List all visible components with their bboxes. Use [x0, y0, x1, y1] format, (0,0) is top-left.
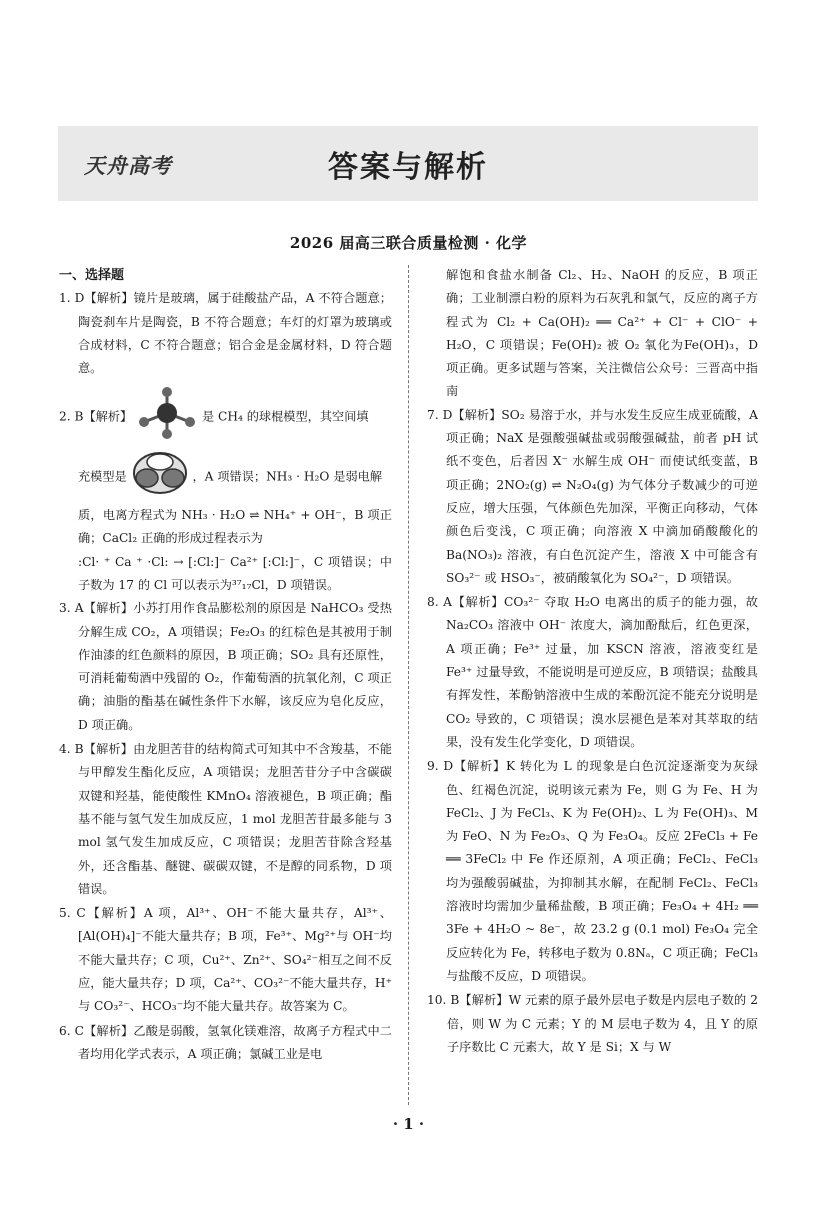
left-column: [59, 264, 392, 1067]
answer-6: 6. C【解析】乙酸是弱酸，氢氧化镁难溶，故离子方程式中二者均用化学式表示，A 项正确；氯碱工业是电: [59, 1023, 392, 1061]
answer-3: 3. A【解析】小苏打用作食品膨松剂的原因是 NaHCO₃ 受热分解生成 CO₂，A 项错误；Fe₂O₃ 的红棕色是其被用于制作油漆的红色颜料的原因，B 项正确；SO₂ 具有还原性，可消耗葡萄酒中残留的 O₂，作葡萄酒的抗氧化剂，C 项正确；油脂的酯基在碱性条件下水解，该反应为皂化反应，D 项正确。: [59, 601, 392, 732]
answer-2: [59, 386, 392, 448]
answer-2-text-3: ，A 项错误；NH₃ · H₂O 是弱电解: [192, 469, 383, 484]
answer-2-text-4: 质，电离方程式为 NH₃ · H₂O ⇌ NH₄⁺ + OH⁻，B 项正确；CaCl₂ 正确的形成过程表示为: [78, 508, 392, 546]
ball-stick-model-icon: [136, 386, 198, 448]
answer-6-continued: 解饱和食盐水制备 Cl₂、H₂、NaOH 的反应，B 项正确；工业制漂白粉的原料为石灰乳和氯气，反应的离子方程式为 Cl₂ + Ca(OH)₂ ══ Ca²⁺ + Cl⁻ + ClO⁻ + H₂O，C 项错误；Fe(OH)₂ 被 O₂ 氧化为Fe(OH)₃，D 项正确。更多试题与答案，关注微信公众号：三晋高中指南: [446, 268, 758, 399]
right-column: [427, 264, 758, 1060]
space-filling-model-icon: [131, 450, 189, 504]
answer-10: 10. B【解析】W 元素的原子最外层电子数是内层电子数的 2 倍，则 W 为 C 元素；Y 的 M 层电子数为 4，且 Y 的原子序数比 C 元素大，故 Y 是 Si；X 与 W: [427, 993, 758, 1054]
page-number: · 1 ·: [392, 1115, 425, 1133]
answer-2-text-2: 充模型是: [78, 469, 127, 484]
section-heading: 一、选择题: [59, 268, 125, 283]
answer-7: 7. D【解析】SO₂ 易溶于水，并与水发生反应生成亚硫酸，A 项正确；NaX 是强酸强碱盐或弱酸强碱盐，前者 pH 试纸不变色，后者因 X⁻ 水解生成 OH⁻ 而使试纸变蓝，B 项正确；2NO₂(g) ⇌ N₂O₄(g) 为气体分子数减少的可逆反应，增大压强，气体颜色先加深，平衡正向移动，气体颜色后变浅，C 项正确；向溶液 X 中滴加硝酸酸化的 Ba(NO₃)₂ 溶液，有白色沉淀产生，溶液 X 中可能含有 SO₃²⁻ 或 HSO₃⁻，被硝酸氧化为 SO₄²⁻，D 项错误。: [427, 407, 758, 585]
answer-1: 1. D【解析】镜片是玻璃，属于硅酸盐产品，A 不符合题意；陶瓷刹车片是陶瓷，B 不符合题意；车灯的灯罩为玻璃或合成材料，C 不符合题意；铝合金是金属材料，D 符合题意。: [59, 291, 392, 376]
answer-8: 8. A【解析】CO₃²⁻ 夺取 H₂O 电离出的质子的能力强，故 Na₂CO₃ 溶液中 OH⁻ 浓度大，滴加酚酞后，红色更深，A 项正确；Fe³⁺ 过量，加 KSCN 溶液，溶液变红是 Fe³⁺ 过量导致，不能说明是可逆反应，B 项错误；盐酸具有挥发性，苯酚钠溶液中生成的苯酚沉淀不能充分说明是 CO₂ 导致的，C 项错误；溴水层褪色是苯对其萃取的结果，没有发生化学变化，D 项错误。: [427, 595, 758, 749]
column-divider: [408, 265, 409, 1105]
answer-2-lead: 2. B【解析】: [59, 410, 133, 425]
banner-title: 答案与解析: [328, 150, 488, 185]
answer-2-fill-model-line: [59, 450, 392, 504]
document-title: 2026 届高三联合质量检测 · 化学: [289, 234, 528, 252]
answer-4: 4. B【解析】由龙胆苦苷的结构简式可知其中不含羧基，不能与甲醇发生酯化反应，A 项错误；龙胆苦苷分子中含碳碳双键和羟基，能使酸性 KMnO₄ 溶液褪色，B 项正确；酯基不能与氢气发生加成反应，1 mol 龙胆苦苷最多能与 3 mol 氢气发生加成反应，C 项错误；龙胆苦苷除含羟基外，还含酯基、醚键、碳碳双键，不是醇的同系物，D 项错误。: [59, 742, 392, 896]
answer-2-text-1: 是 CH₄ 的球棍模型，其空间填: [201, 410, 369, 425]
header-banner: [58, 126, 758, 201]
answer-5: 5. C【解析】A 项，Al³⁺、OH⁻不能大量共存，Al³⁺、[Al(OH)₄]⁻不能大量共存；B 项，Fe³⁺、Mg²⁺与 OH⁻均不能大量共存；C 项，Cu²⁺、Zn²⁺、SO₄²⁻相互之间不反应，能大量共存；D 项，Ca²⁺、CO₃²⁻不能大量共存，H⁺与 CO₃²⁻、HCO₃⁻均不能大量共存。故答案为 C。: [59, 906, 392, 1014]
brand-logo: 天舟高考: [84, 154, 172, 178]
answer-9: 9. D【解析】K 转化为 L 的现象是白色沉淀逐渐变为灰绿色、红褐色沉淀，说明该元素为 Fe，则 G 为 Fe、H 为 FeCl₂、J 为 FeCl₃、K 为 Fe(OH)₂、L 为 Fe(OH)₃、M 为 FeO、N 为 Fe₂O₃、Q 为 Fe₃O₄。反应 2FeCl₃ + Fe ══ 3FeCl₂ 中 Fe 作还原剂，A 项正确；FeCl₂、FeCl₃ 均为强酸弱碱盐，为抑制其水解，在配制 FeCl₂、FeCl₃ 溶液时均需加少量稀盐酸，B 项正确；Fe₃O₄ + 4H₂ ══ 3Fe + 4H₂O ~ 8e⁻，故 23.2 g (0.1 mol) Fe₃O₄ 完全反应转化为 Fe，转移电子数为 0.8Nₐ，C 项正确；FeCl₃ 与盐酸不反应，D 项错误。: [427, 759, 758, 983]
answer-2-text-5: :Cl· ⁺ Ca ⁺ ·Cl: → [:Cl:]⁻ Ca²⁺ [:Cl:]⁻，C 项错误；中子数为 17 的 Cl 可以表示为³⁷₁₇Cl，D 项错误。: [78, 554, 392, 592]
